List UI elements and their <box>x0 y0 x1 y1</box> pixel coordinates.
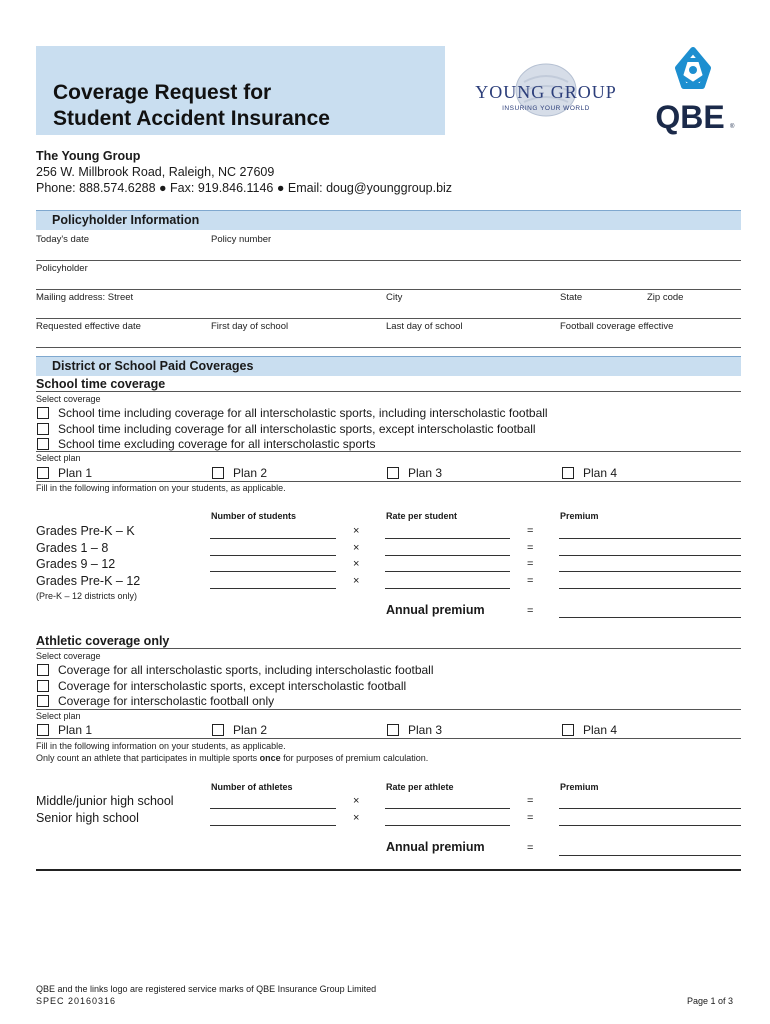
students-input[interactable] <box>210 571 336 572</box>
premium-input[interactable] <box>559 555 741 556</box>
mailing-street-label: Mailing address: Street <box>36 292 134 303</box>
athletic-divider <box>36 648 741 649</box>
zip-label: Zip code <box>647 292 684 303</box>
school-plan-1-label: Plan 1 <box>58 466 93 480</box>
young-group-logo <box>462 62 630 122</box>
col-premium: Premium <box>560 511 599 521</box>
school-plan-4-checkbox[interactable] <box>562 467 574 479</box>
city-label: City <box>386 292 403 303</box>
school-fill-divider <box>36 481 741 482</box>
last-day-label: Last day of school <box>386 321 463 332</box>
athletic-premium-input[interactable] <box>559 808 741 809</box>
company-contact: Phone: 888.574.6288 ● Fax: 919.846.1146 ● Email: doug@younggroup.biz <box>36 181 453 195</box>
rate-input[interactable] <box>385 571 510 572</box>
todays-date-label: Today's date <box>36 234 90 245</box>
athletic-annual-premium-label: Annual premium <box>386 840 485 854</box>
athletic-heading: Athletic coverage only <box>36 634 170 648</box>
policyholder-section-bar <box>36 210 741 230</box>
premium-input[interactable] <box>559 538 741 539</box>
school-fill-info: Fill in the following information on your students, as applicable. <box>36 483 286 493</box>
school-select-coverage-label: Select coverage <box>36 394 101 404</box>
policyholder-label: Policyholder <box>36 263 88 274</box>
company-name: The Young Group <box>36 149 141 163</box>
title-line-2: Student Accident Insurance <box>53 107 330 130</box>
document-title <box>53 80 330 132</box>
times-sign: × <box>353 525 360 537</box>
equals-sign: = <box>527 575 534 587</box>
students-input[interactable] <box>210 555 336 556</box>
school-coverage-option-2: School time including coverage for all interscholastic sports, except interscholastic football <box>58 422 536 436</box>
qbe-wordmark: QBE <box>655 99 725 135</box>
company-address: 256 W. Millbrook Road, Raleigh, NC 27609 <box>36 165 275 179</box>
athletic-fill-divider <box>36 738 741 739</box>
school-plan-divider <box>36 451 741 452</box>
col-number-students: Number of students <box>211 511 297 521</box>
athletic-fill-info: Fill in the following information on your students, as applicable. <box>36 741 286 751</box>
dates-line[interactable] <box>36 347 741 348</box>
equals-sign: = <box>527 525 534 537</box>
district-section-bar <box>36 356 741 376</box>
athletes-input[interactable] <box>210 808 336 809</box>
school-plan-3-checkbox[interactable] <box>387 467 399 479</box>
grade-row-label: Grades Pre-K – 12 <box>36 574 141 588</box>
athletic-select-plan-label: Select plan <box>36 711 81 721</box>
athletic-coverage-option-2: Coverage for interscholastic sports, except interscholastic football <box>58 679 407 693</box>
athletic-rate-input[interactable] <box>385 808 510 809</box>
athletic-plan-2-checkbox[interactable] <box>212 724 224 736</box>
equals-sign: = <box>527 812 534 824</box>
times-sign: × <box>353 542 360 554</box>
athletic-coverage-checkbox-2[interactable] <box>37 680 49 692</box>
school-plan-2-label: Plan 2 <box>233 466 268 480</box>
title-line-1: Coverage Request for <box>53 81 272 104</box>
athletic-coverage-option-3: Coverage for interscholastic football only <box>58 694 275 708</box>
athletic-coverage-option-1: Coverage for all interscholastic sports, including interscholastic football <box>58 663 434 677</box>
young-group-wordmark: YOUNG GROUP <box>475 82 617 102</box>
section-end-rule <box>36 869 741 871</box>
spec-code: SPEC 20160316 <box>36 996 117 1006</box>
policyholder-line[interactable] <box>36 289 741 290</box>
district-heading: District or School Paid Coverages <box>52 359 254 373</box>
equals-sign: = <box>527 795 534 807</box>
school-select-plan-label: Select plan <box>36 453 81 463</box>
school-annual-premium-input[interactable] <box>559 617 741 618</box>
col-rate-athlete: Rate per athlete <box>386 782 454 792</box>
school-annual-premium-label: Annual premium <box>386 603 485 617</box>
address-line[interactable] <box>36 318 741 319</box>
school-coverage-option-1: School time including coverage for all interscholastic sports, including interscholastic football <box>58 406 548 420</box>
athletic-annual-premium-input[interactable] <box>559 855 741 856</box>
school-plan-3-label: Plan 3 <box>408 466 443 480</box>
rate-input[interactable] <box>385 588 510 589</box>
school-plan-1-checkbox[interactable] <box>37 467 49 479</box>
policy-number-label: Policy number <box>211 234 272 245</box>
grade-row-label: Grades 9 – 12 <box>36 557 116 571</box>
athletic-row-label: Senior high school <box>36 811 139 825</box>
prek-note: (Pre-K – 12 districts only) <box>36 591 138 601</box>
rate-input[interactable] <box>385 555 510 556</box>
equals-sign: = <box>527 542 534 554</box>
policyholder-heading: Policyholder Information <box>52 213 200 227</box>
athletic-rate-input[interactable] <box>385 825 510 826</box>
athletic-plan-divider <box>36 709 741 710</box>
school-coverage-checkbox-1[interactable] <box>37 407 49 419</box>
school-time-divider <box>36 391 741 392</box>
athletic-plan-3-label: Plan 3 <box>408 723 443 737</box>
athletic-row-label: Middle/junior high school <box>36 794 174 808</box>
qbe-links-icon <box>678 50 708 86</box>
col-number-athletes: Number of athletes <box>211 782 293 792</box>
athletic-plan-3-checkbox[interactable] <box>387 724 399 736</box>
young-group-tagline: INSURING YOUR WORLD <box>502 105 590 112</box>
date-policy-line[interactable] <box>36 260 741 261</box>
times-sign: × <box>353 558 360 570</box>
students-input[interactable] <box>210 588 336 589</box>
times-sign: × <box>353 795 360 807</box>
times-sign: × <box>353 812 360 824</box>
football-effective-label: Football coverage effective <box>560 321 674 332</box>
rate-input[interactable] <box>385 538 510 539</box>
equals-sign: = <box>527 605 534 617</box>
school-plan-4-label: Plan 4 <box>583 466 618 480</box>
requested-effective-label: Requested effective date <box>36 321 141 332</box>
grade-row-label: Grades Pre-K – K <box>36 524 135 538</box>
athletic-plan-4-label: Plan 4 <box>583 723 618 737</box>
athletes-input[interactable] <box>210 825 336 826</box>
svg-text:®: ® <box>730 124 735 130</box>
premium-input[interactable] <box>559 571 741 572</box>
title-box <box>36 46 445 135</box>
grade-row-label: Grades 1 – 8 <box>36 541 109 555</box>
times-sign: × <box>353 575 360 587</box>
school-coverage-checkbox-3[interactable] <box>37 438 49 450</box>
first-day-label: First day of school <box>211 321 289 332</box>
athletic-select-coverage-label: Select coverage <box>36 651 101 661</box>
qbe-logo <box>650 46 736 136</box>
school-time-heading: School time coverage <box>36 377 166 391</box>
athletic-count-note: Only count an athlete that participates in multiple sports once for purposes of premium calculation. <box>36 753 429 763</box>
athletic-plan-1-checkbox[interactable] <box>37 724 49 736</box>
school-plan-2-checkbox[interactable] <box>212 467 224 479</box>
athletic-plan-1-label: Plan 1 <box>58 723 93 737</box>
col-premium-athletic: Premium <box>560 782 599 792</box>
athletic-plan-2-label: Plan 2 <box>233 723 268 737</box>
school-coverage-option-3: School time excluding coverage for all interscholastic sports <box>58 437 376 451</box>
trademark-notice: QBE and the links logo are registered service marks of QBE Insurance Group Limited <box>36 984 377 994</box>
premium-input[interactable] <box>559 588 741 589</box>
students-input[interactable] <box>210 538 336 539</box>
athletic-coverage-checkbox-1[interactable] <box>37 664 49 676</box>
equals-sign: = <box>527 842 534 854</box>
school-coverage-checkbox-2[interactable] <box>37 423 49 435</box>
col-rate-student: Rate per student <box>386 511 458 521</box>
state-label: State <box>560 292 583 303</box>
athletic-plan-4-checkbox[interactable] <box>562 724 574 736</box>
equals-sign: = <box>527 558 534 570</box>
athletic-premium-input[interactable] <box>559 825 741 826</box>
athletic-coverage-checkbox-3[interactable] <box>37 695 49 707</box>
page-number: Page 1 of 3 <box>687 996 734 1006</box>
